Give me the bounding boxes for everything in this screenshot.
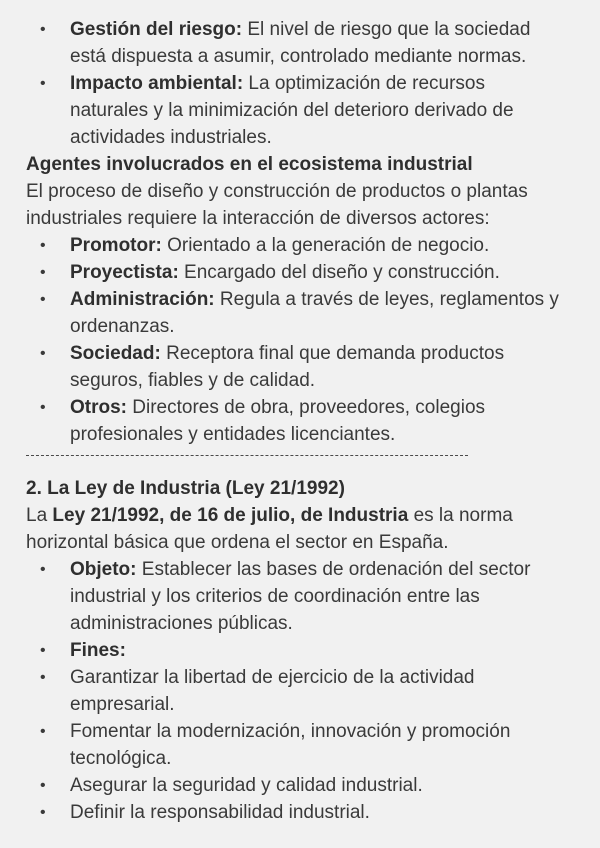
list-item-term: Proyectista: <box>70 262 179 283</box>
list-item-text: Directores de obra, proveedores, colegios profesionales y entidades licenciantes. <box>70 397 486 445</box>
list-item <box>26 772 566 799</box>
list-item-text: Regula a través de leyes, reglamentos y ordenanzas. <box>70 289 559 337</box>
list-item-text: El nivel de riesgo que la sociedad está dispuesta a asumir, controlado mediante normas. <box>70 19 531 67</box>
list-item <box>26 232 566 259</box>
section-intro-law <box>26 502 566 556</box>
list-item-term: Administración: <box>70 289 215 310</box>
intro-text: es la norma horizontal básica que ordena el sector en España. <box>26 505 513 553</box>
list-item-text: La optimización de recursos naturales y la minimización del deterioro derivado de actividades industriales. <box>70 73 514 148</box>
intro-text: La <box>26 505 53 526</box>
list-item-text: Definir la responsabilidad industrial. <box>70 802 370 823</box>
list-item-text: Garantizar la libertad de ejercicio de la actividad empresarial. <box>70 667 475 715</box>
list-item <box>26 556 566 637</box>
section-divider <box>26 448 566 475</box>
list-item <box>26 286 566 340</box>
list-item-term: Fines: <box>70 640 126 661</box>
list-item <box>26 70 566 151</box>
list-item <box>26 340 566 394</box>
list-item-term: Gestión del riesgo: <box>70 19 243 40</box>
list-item-text: Asegurar la seguridad y calidad industrial. <box>70 775 423 796</box>
list-item <box>26 637 566 664</box>
list-item-term: Otros: <box>70 397 127 418</box>
list-item-term: Promotor: <box>70 235 162 256</box>
list-item-term: Sociedad: <box>70 343 161 364</box>
list-item <box>26 16 566 70</box>
law-name: Ley 21/1992, de 16 de julio, de Industria <box>52 505 409 526</box>
list-risk-impact <box>26 16 566 151</box>
list-item <box>26 394 566 448</box>
list-item <box>26 259 566 286</box>
list-item <box>26 799 566 826</box>
list-item <box>26 718 566 772</box>
list-agents <box>26 232 566 448</box>
list-item-text: Orientado a la generación de negocio. <box>161 235 490 256</box>
list-law <box>26 556 566 826</box>
list-item-term: Impacto ambiental: <box>70 73 244 94</box>
list-item <box>26 664 566 718</box>
list-item-term: Objeto: <box>70 559 137 580</box>
list-item-text: Encargado del diseño y construcción. <box>178 262 500 283</box>
list-item-text: Fomentar la modernización, innovación y promoción tecnológica. <box>70 721 511 769</box>
section-intro-agents: El proceso de diseño y construcción de productos o plantas industriales requiere la interacción de diversos actores: <box>26 181 528 229</box>
list-item-text: Establecer las bases de ordenación del sector industrial y los criterios de coordinación entre las administraciones públicas. <box>70 559 531 634</box>
list-item-text: Receptora final que demanda productos seguros, fiables y de calidad. <box>70 343 505 391</box>
section-heading-agents: Agentes involucrados en el ecosistema industrial <box>26 154 473 175</box>
section-heading-law: 2. La Ley de Industria (Ley 21/1992) <box>26 478 345 499</box>
